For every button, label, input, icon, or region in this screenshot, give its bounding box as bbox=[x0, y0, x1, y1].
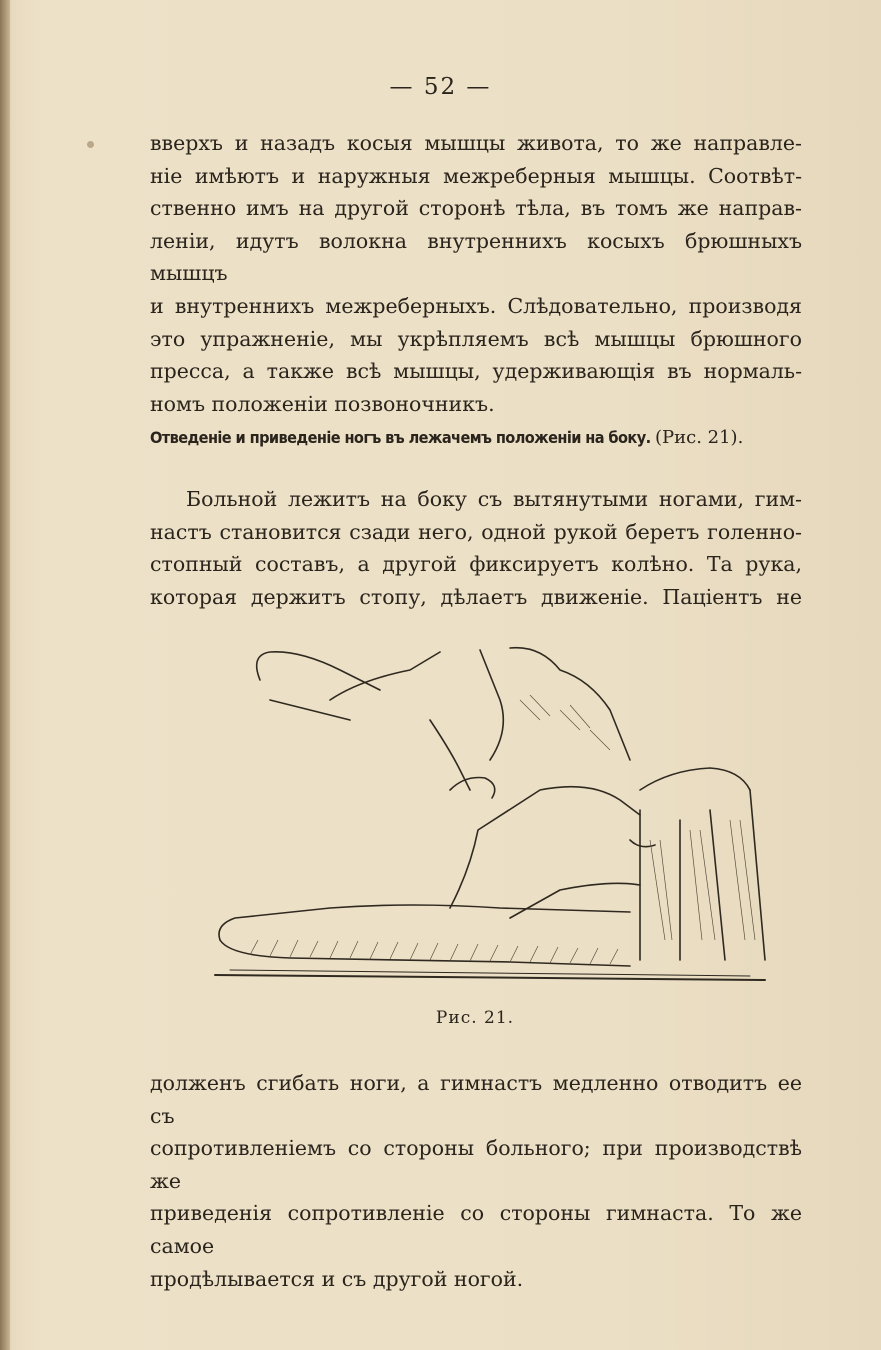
section-heading bbox=[150, 427, 805, 448]
text-line: номъ положеніи позвоночникъ. bbox=[150, 391, 495, 416]
text-line: стопный составъ, а другой фиксируетъ колѣно. Та рука, bbox=[150, 552, 802, 577]
text-line: сопротивленіемъ со стороны больного; при производствѣ же bbox=[150, 1136, 802, 1193]
paragraph-3 bbox=[150, 1067, 802, 1295]
text-line: ніе имѣютъ и наружныя межреберныя мышцы. Соотвѣт- bbox=[150, 163, 802, 188]
paper-spot bbox=[87, 141, 94, 148]
paragraph-2 bbox=[150, 483, 802, 613]
text-line: Больной лежитъ на боку съ вытянутыми ногами, гим- bbox=[186, 487, 802, 511]
text-line: вверхъ и назадъ косыя мышцы живота, то же направле- bbox=[150, 131, 802, 155]
figure-reference: (Рис. 21). bbox=[655, 427, 744, 448]
text-line: леніи, идутъ волокна внутреннихъ косыхъ брюшныхъ мышцъ bbox=[150, 228, 802, 286]
text-line: и внутреннихъ межреберныхъ. Слѣдовательно, производя bbox=[150, 293, 802, 318]
figure-illustration bbox=[210, 640, 770, 1000]
text-line: ственно имъ на другой сторонѣ тѣла, въ томъ же направ- bbox=[150, 196, 802, 221]
text-line: продѣлывается и съ другой ногой. bbox=[150, 1266, 524, 1291]
section-heading-title: Отведеніе и приведеніе ногъ въ лежачемъ положеніи на боку. bbox=[150, 428, 651, 447]
book-spine-edge bbox=[0, 0, 10, 1350]
paragraph-1 bbox=[150, 127, 802, 420]
text-line: приведенія сопротивленіе со стороны гимнаста. То же самое bbox=[150, 1201, 802, 1258]
text-line: долженъ сгибать ноги, а гимнастъ медленно отводитъ ее съ bbox=[150, 1071, 802, 1128]
figure-caption: Рис. 21. bbox=[435, 1008, 515, 1028]
text-line: которая держитъ стопу, дѣлаетъ движеніе. Паціентъ не bbox=[150, 584, 802, 609]
text-line: это упражненіе, мы укрѣпляемъ всѣ мышцы брюшного bbox=[150, 326, 802, 351]
text-line: настъ становится сзади него, одной рукой беретъ голенно- bbox=[150, 519, 802, 544]
text-line: пресса, а также всѣ мышцы, удерживающія въ нормаль- bbox=[150, 359, 802, 384]
page-number: — 52 — bbox=[389, 74, 492, 100]
